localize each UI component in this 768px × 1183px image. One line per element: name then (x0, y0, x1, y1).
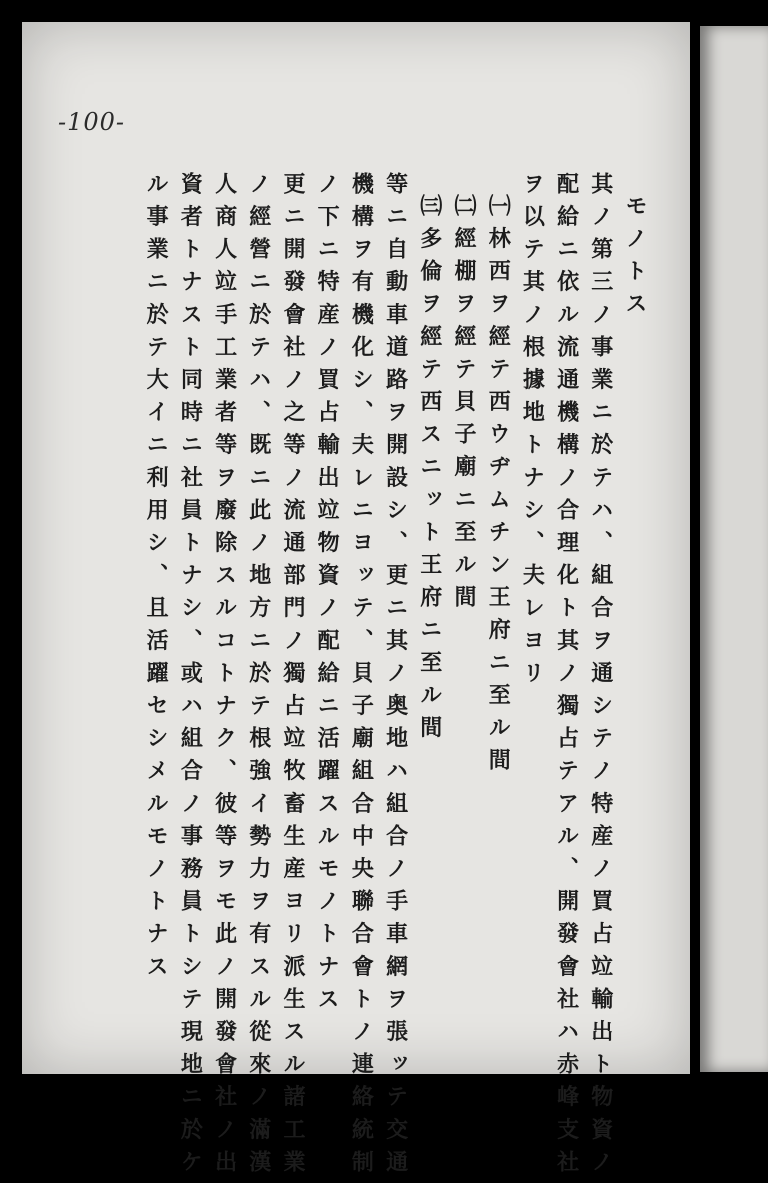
text-column: ㈠林西ヲ經テ西ウヂムチン王府ニ至ル間 (485, 194, 512, 781)
text-column: ル事業ニ於テ大イニ利用シ、且活躍セシメルモノトナス (143, 172, 170, 987)
vertical-text-body (92, 150, 652, 1183)
text-column: 其ノ第三ノ事業ニ於テハ、組合ヲ通シテノ特産ノ買占竝輸出ト物資ノ (587, 172, 614, 1183)
text-column: 人商人竝手工業者等ヲ廢除スルコトナク、彼等ヲモ此ノ開發會社ノ出 (211, 172, 238, 1183)
text-column: ㈡經棚ヲ經テ貝子廟ニ至ル間 (450, 194, 477, 618)
text-column: 機構ヲ有機化シ、夫レニヨッテ、貝子廟組合中央聯合會トノ連絡統制 (348, 172, 375, 1183)
page-number: -100- (58, 108, 126, 136)
text-column: ヲ以テ其ノ根據地トナシ、夫レヨリ (519, 172, 546, 694)
text-column: モノトス (622, 194, 648, 325)
text-column: ノ經營ニ於テハ、既ニ此ノ地方ニ於テ根強イ勢力ヲ有スル從來ノ滿漢 (245, 172, 272, 1183)
text-column: ノ下ニ特産ノ買占輸出竝物資ノ配給ニ活躍スルモノトナス (314, 172, 341, 1020)
adjacent-page-edge (700, 26, 768, 1072)
text-column: ㈢多倫ヲ經テ西スニット王府ニ至ル間 (416, 194, 443, 749)
text-column: 資者トナスト同時ニ社員トナシ、或ハ組合ノ事務員トシテ現地ニ於ケ (177, 172, 204, 1183)
text-column: 等ニ自動車道路ヲ開設シ、更ニ其ノ奥地ハ組合ノ手車網ヲ張ッテ交通 (382, 172, 409, 1183)
text-column: 更ニ開發會社ノ之等ノ流通部門ノ獨占竝牧畜生産ヨリ派生スル諸工業 (279, 172, 306, 1183)
text-column: 配給ニ依ル流通機構ノ合理化ト其ノ獨占テアル、開發會社ハ赤峰支社 (553, 172, 580, 1183)
